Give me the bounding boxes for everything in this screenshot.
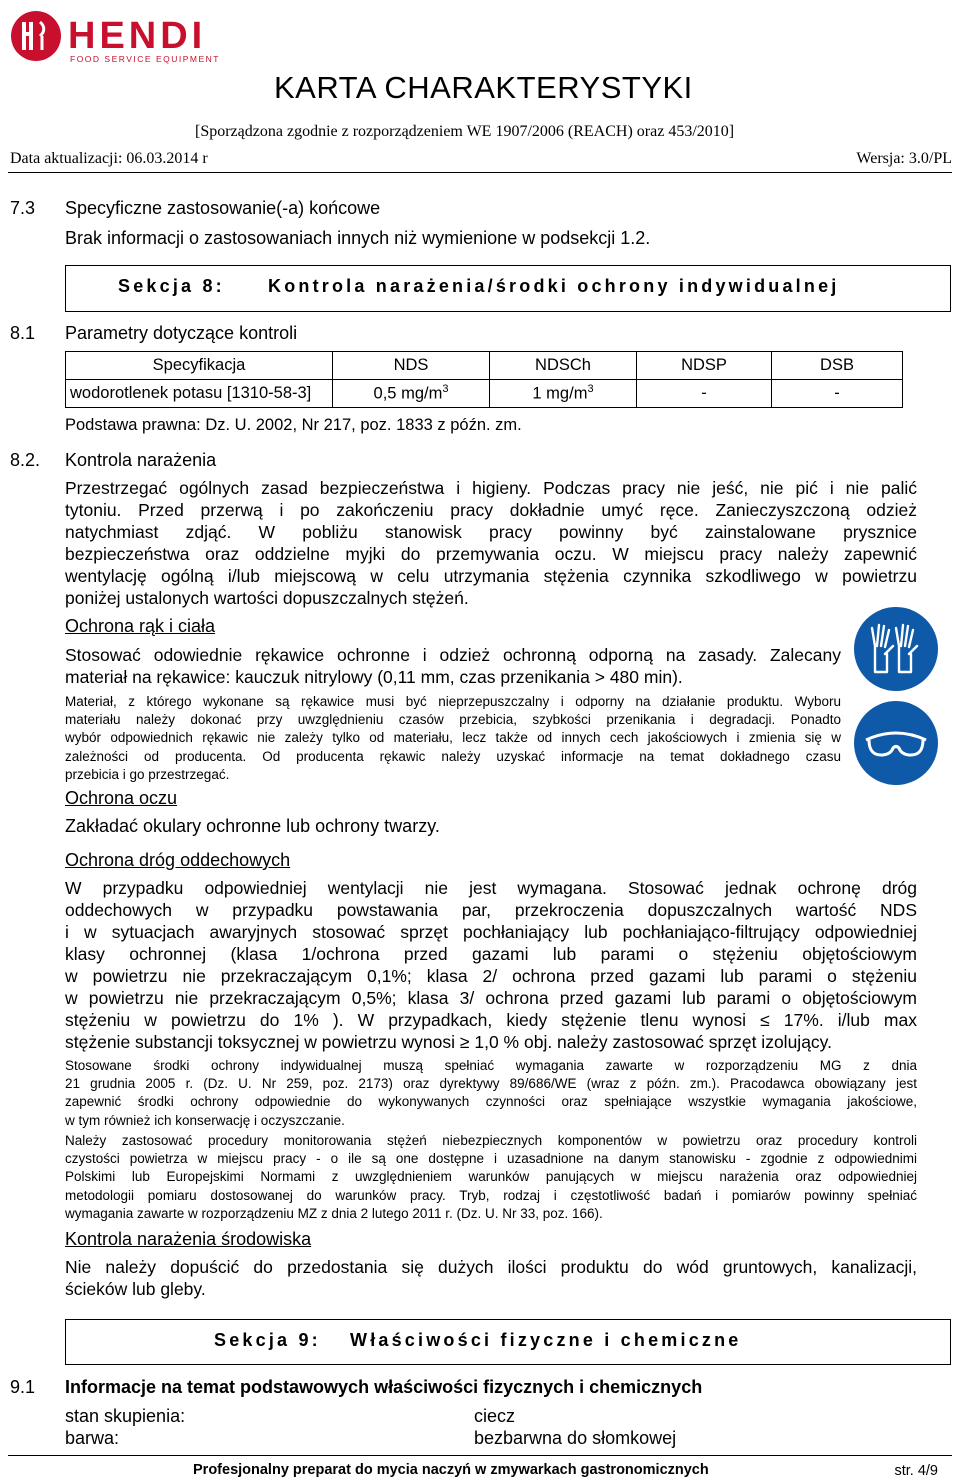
table-header-cell: Specyfikacja bbox=[66, 352, 333, 380]
paragraph-line: i w sytuacjach awaryjnych stosować sprzęt pochłaniający lub pochłaniająco-filtrujący odpowiedniej bbox=[65, 922, 917, 942]
section-number-8-2: 8.2. bbox=[10, 450, 41, 470]
paragraph-line: W przypadku odpowiedniej wentylacji nie jest wymagana. Stosować jednak ochronę dróg bbox=[65, 878, 917, 898]
paragraph-line: materiał na rękawice: kauczuk nitrylowy (0,11 mm, czas przenikania > 480 min). bbox=[65, 667, 683, 687]
ppe-requirements-note bbox=[65, 1057, 917, 1130]
logo-tagline: FOOD SERVICE EQUIPMENT bbox=[70, 54, 220, 64]
document-title: KARTA CHARAKTERYSTYKI bbox=[274, 70, 693, 105]
heading-8-2: Kontrola narażenia bbox=[65, 450, 217, 470]
note-line: wybór odpowiednich rękawic nie zależy tylko od materiału, lecz także od innych cech jakościowych i zmienia się w bbox=[65, 730, 841, 746]
glove-material-note bbox=[65, 693, 841, 784]
property-value: ciecz bbox=[474, 1406, 516, 1426]
general-hygiene-paragraph bbox=[65, 477, 917, 609]
eye-protection-text: Zakładać okulary ochronne lub ochrony twarzy. bbox=[65, 816, 440, 836]
table-cell-dsb: - bbox=[772, 380, 903, 408]
hand-protection-heading: Ochrona rąk i ciała bbox=[65, 616, 216, 636]
paragraph-line: Stosować odowiednie rękawice ochronne i odzież ochronną odporną na zasady. Zalecany bbox=[65, 645, 841, 665]
paragraph-line: stężenie substancji toksycznej w powietrzu wynosi ≥ 1,0 % obj. należy zastosować sprzęt izolujący. bbox=[65, 1032, 832, 1052]
paragraph-line: Przestrzegać ogólnych zasad bezpieczeństwa i higieny. Podczas pracy nie jeść, nie pić i nie palić bbox=[65, 478, 917, 498]
paragraph-line: oddechowych w przypadku powstawania par, przekroczenia dopuszczalnych wartość NDS bbox=[65, 900, 917, 920]
note-line: Należy zastosować procedury monitorowania stężeń niebezpiecznych komponentów w powietrzu oraz procedury kontroli bbox=[65, 1133, 917, 1148]
update-date: Data aktualizacji: 06.03.2014 r bbox=[10, 150, 208, 167]
version: Wersja: 3.0/PL bbox=[856, 150, 952, 167]
table-header-row bbox=[66, 352, 903, 380]
hand-protection-paragraph bbox=[65, 644, 841, 688]
table-row bbox=[66, 380, 903, 408]
property-value: bezbarwna do słomkowej bbox=[474, 1428, 677, 1448]
header-divider bbox=[8, 172, 952, 173]
paragraph-line: bezpieczeństwa oraz oddzielne myjki do przemywania oczu. W miejscu pracy należy zapewnić bbox=[65, 544, 917, 564]
paragraph-line: stężeniu w powietrzu do 1% ). W przypadkach, kiedy stężenie tlenu wynosi ≤ 17%. i/lub max bbox=[65, 1010, 917, 1030]
paragraph-line: w powietrzu nie przekraczającym 0,5%; klasa 3/ ochrona przed gazami lub parami o objętościowym bbox=[65, 988, 917, 1008]
respiratory-protection-paragraph bbox=[65, 877, 917, 1053]
heading-8-1: Parametry dotyczące kontroli bbox=[65, 323, 298, 343]
note-line: przebicia i go przestrzegać. bbox=[65, 766, 230, 782]
paragraph-line: poniżej ustalonych wartości dopuszczalnych stężeń. bbox=[65, 588, 469, 608]
section-9-label: Sekcja 9: bbox=[214, 1330, 321, 1350]
section-9-header bbox=[65, 1319, 951, 1365]
note-line: metodologii pomiaru dostosowanej do warunków pracy. Tryb, rodzaj i częstotliwość badań i pomiarów powinny spełniać bbox=[65, 1187, 917, 1203]
note-line: Stosowane środki ochrony indywidualnej muszą spełniać wymagania zawarte w rozporządzeniu MG z dnia bbox=[65, 1058, 917, 1073]
note-line: Materiał, z którego wykonane są rękawice musi być nieprzepuszczalny i odporny na działanie produktu. Wyboru bbox=[65, 694, 841, 709]
paragraph-line: wentylację ogólną i/lub miejscową w celu utrzymania stężenia czynnika szkodliwego w powietrzu bbox=[65, 566, 917, 586]
exposure-limits-table bbox=[65, 351, 903, 408]
section-9-title: Właściwości fizyczne i chemiczne bbox=[350, 1330, 742, 1350]
section-number-9-1: 9.1 bbox=[10, 1377, 36, 1397]
page-number: str. 4/9 bbox=[894, 1463, 938, 1479]
table-cell-substance: wodorotlenek potasu [1310-58-3] bbox=[66, 380, 333, 408]
table-header-cell: NDSCh bbox=[490, 352, 637, 380]
note-line: czystości powietrza w miejscu pracy - o ile są one dostępne i uzasadnione na danym stanowisku - zgodnie z odpowiednimi bbox=[65, 1151, 917, 1167]
paragraph-line: w powietrzu nie przekraczającym 0,1%; klasa 2/ ochrona przed gazami lub parami o stężeniu bbox=[65, 966, 917, 986]
environment-control-heading: Kontrola narażenia środowiska bbox=[65, 1229, 312, 1249]
table-header-cell: NDS bbox=[333, 352, 490, 380]
table-cell-nds: 0,5 $mg/m^3$ bbox=[333, 380, 490, 408]
eye-protection-heading: Ochrona oczu bbox=[65, 788, 178, 808]
section-8-header bbox=[65, 265, 951, 312]
monitoring-procedures-note bbox=[65, 1132, 917, 1223]
paragraph-line: ścieków lub gleby. bbox=[65, 1279, 206, 1299]
property-label: barwa: bbox=[65, 1428, 120, 1448]
environment-control-paragraph bbox=[65, 1256, 917, 1300]
document-regulation: [Sporządzona zgodnie z rozporządzeniem WE 1907/2006 (REACH) oraz 453/2010] bbox=[195, 123, 735, 140]
gloves-pictogram-icon bbox=[853, 606, 939, 692]
heading-7-3: Specyficzne zastosowanie(-a) końcowe bbox=[65, 198, 381, 218]
section-number-8-1: 8.1 bbox=[10, 323, 36, 343]
logo-wordmark: HENDI bbox=[68, 15, 207, 57]
table-header-cell: DSB bbox=[772, 352, 903, 380]
table-cell-ndsp: - bbox=[637, 380, 772, 408]
table-cell-ndsch: 1 $mg/m^3$ bbox=[490, 380, 637, 408]
text-7-3: Brak informacji o zastosowaniach innych niż wymienione w podsekcji 1.2. bbox=[65, 228, 651, 248]
section-8-label: Sekcja 8: bbox=[118, 276, 225, 296]
note-line: zależności od producenta. Od producenta rękawic należy uzyskać informacje na temat dokładnego czasu bbox=[65, 748, 841, 764]
note-line: zapewnić środki ochrony odpowiednie do wykonywanych czynności oraz spełniające wszystkie wymagania jakościowe, bbox=[65, 1094, 917, 1110]
footer-product-name: Profesjonalny preparat do mycia naczyń w zmywarkach gastronomicznych bbox=[193, 1462, 709, 1478]
section-number-7-3: 7.3 bbox=[10, 198, 36, 218]
hendi-logo bbox=[8, 8, 238, 66]
respiratory-protection-heading: Ochrona dróg oddechowych bbox=[65, 850, 291, 870]
section-8-title: Kontrola narażenia/środki ochrony indywidualnej bbox=[268, 276, 840, 296]
paragraph-line: natychmiast zdjąć. W pobliżu stanowisk pracy powinny być zainstalowane prysznice bbox=[65, 522, 917, 542]
paragraph-line: tytoniu. Przed przerwą i po zakończeniu pracy dokładnie umyć ręce. Zanieczyszczoną odzież bbox=[65, 500, 917, 520]
note-line: 21 grudnia 2005 r. (Dz. U. Nr 259, poz. 2173) oraz dyrektywy 89/686/WE (wraz z późn. zm.). Pracodawca obowiązany jest bbox=[65, 1076, 917, 1092]
paragraph-line: Nie należy dopuścić do przedostania się dużych ilości produktu do wód gruntowych, kanalizacji, bbox=[65, 1257, 917, 1277]
heading-9-1: Informacje na temat podstawowych właściwości fizycznych i chemicznych bbox=[65, 1377, 703, 1397]
property-label: stan skupienia: bbox=[65, 1406, 186, 1426]
note-line: materiału należy dokonać przy uwzględnieniu czasów przebicia, szybkości przenikania i degradacji. Ponadto bbox=[65, 712, 841, 728]
goggles-pictogram-icon bbox=[853, 700, 939, 786]
legal-basis: Podstawa prawna: Dz. U. 2002, Nr 217, poz. 1833 z późn. zm. bbox=[65, 416, 522, 434]
note-line: Polskimi lub Europejskimi Normami z uwzględnieniem warunków panujących w miejscu narażenia oraz odpowiedniej bbox=[65, 1169, 917, 1185]
paragraph-line: klasy ochronnej (klasa 1/ochrona przed gazami lub parami o stężeniu objętościowym bbox=[65, 944, 917, 964]
table-header-cell: NDSP bbox=[637, 352, 772, 380]
note-line: w tym również ich konserwację i oczyszczanie. bbox=[65, 1112, 345, 1128]
footer-divider bbox=[8, 1455, 952, 1456]
note-line: wymagania zawarte w rozporządzeniu MZ z dnia 2 lutego 2011 r. (Dz. U. Nr 33, poz. 166). bbox=[65, 1205, 603, 1221]
